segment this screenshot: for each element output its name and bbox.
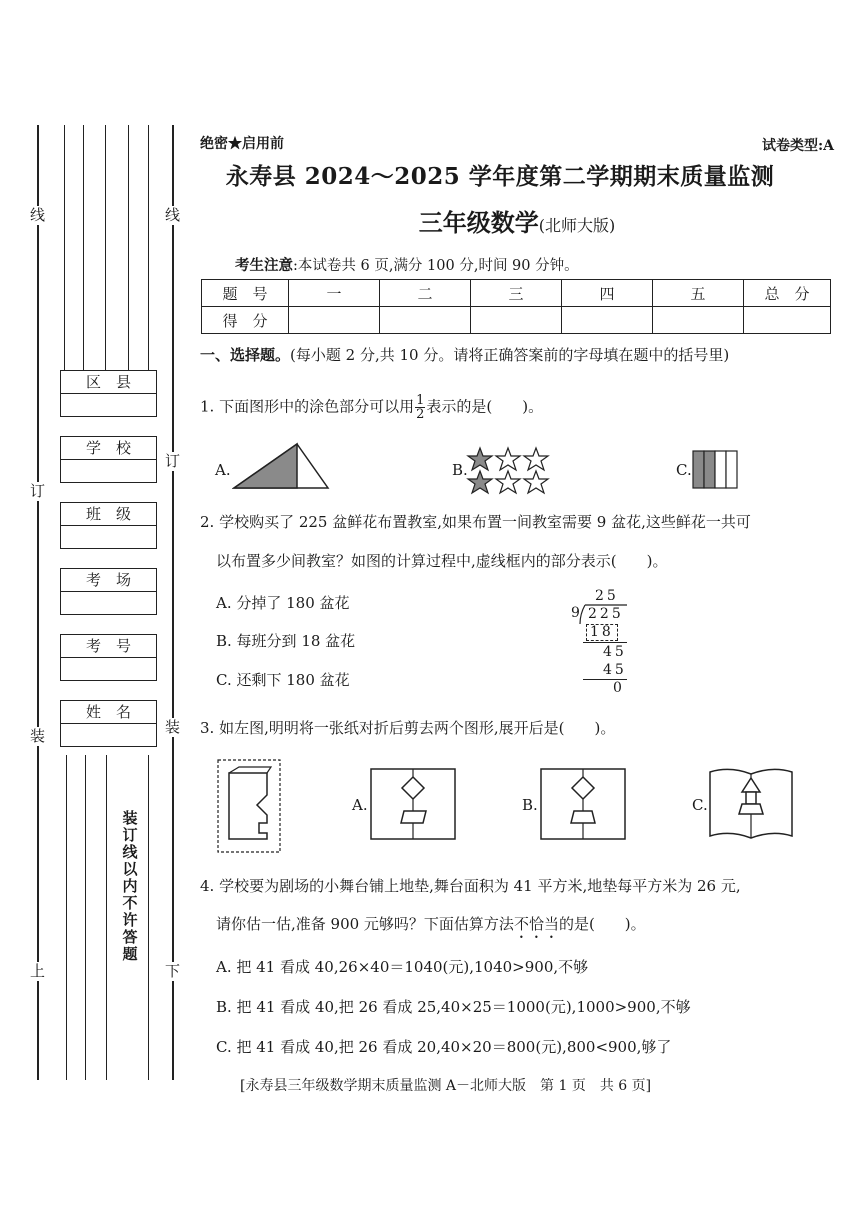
question-text: 表示的是( )。 — [426, 397, 544, 416]
score-input[interactable] — [562, 307, 653, 334]
section-heading: 一、选择题。 — [200, 346, 291, 364]
star-icon — [468, 471, 492, 493]
division-remainder: 45 — [603, 644, 627, 660]
option-label[interactable]: A. 分掉了 180 盆花 — [216, 594, 350, 612]
margin-label: 线 — [165, 206, 181, 224]
field-label: 考 号 — [61, 635, 156, 658]
option-label[interactable]: B. 把 41 看成 40,把 26 看成 25,40×25＝1000(元),1000>900,不够 — [216, 998, 691, 1016]
long-division — [565, 588, 635, 696]
margin-label: 装 — [30, 727, 46, 745]
q3-option-b-figure — [540, 768, 626, 840]
star-icon — [524, 471, 548, 493]
option-label[interactable]: C. 把 41 看成 40,把 26 看成 20,40×20＝800(元),800<900,够了 — [216, 1038, 672, 1056]
option-label[interactable]: B. — [522, 796, 538, 814]
division-dividend: 225 — [588, 606, 624, 622]
margin-rule — [85, 755, 86, 1080]
fraction-numerator: 1 — [416, 393, 425, 408]
field-exam-number[interactable] — [60, 634, 157, 681]
edition: (北师大版) — [538, 216, 616, 235]
margin-label: 订 — [165, 452, 181, 470]
notice-label: 考生注意 — [235, 257, 293, 274]
score-header-row — [202, 280, 831, 307]
margin-label: 线 — [30, 206, 46, 224]
score-cell: 三 — [471, 280, 562, 307]
question-text: 请你估一估,准备 900 元够吗？下面估算方法 — [216, 915, 514, 933]
score-cell: 题 号 — [202, 280, 289, 307]
margin-rule — [128, 125, 129, 370]
field-label: 考 场 — [61, 569, 156, 592]
question-1 — [200, 394, 543, 421]
option-label[interactable]: A. 把 41 看成 40,26×40＝1040(元),1040>900,不够 — [216, 958, 589, 976]
fraction — [415, 394, 425, 421]
q3-option-c-figure — [708, 764, 794, 840]
margin-label: 订 — [30, 482, 46, 500]
option-label[interactable]: B. 每班分到 18 盆花 — [216, 632, 356, 650]
score-input[interactable] — [289, 307, 380, 334]
field-label: 班 级 — [61, 503, 156, 526]
field-exam-room[interactable] — [60, 568, 157, 615]
q3-option-a-figure — [370, 768, 456, 840]
margin-line-inner — [172, 125, 174, 1080]
field-label: 区 县 — [61, 371, 156, 394]
score-cell: 得 分 — [202, 307, 289, 334]
star-icon — [496, 471, 520, 493]
page-subtitle — [200, 203, 834, 238]
option-label[interactable]: A. — [215, 461, 231, 479]
division-quotient: 25 — [595, 588, 619, 604]
option-label[interactable]: B. — [452, 461, 468, 479]
division-rule — [583, 642, 627, 643]
score-input[interactable] — [653, 307, 744, 334]
field-student-name[interactable] — [60, 700, 157, 747]
score-input[interactable] — [471, 307, 562, 334]
page-footer: [永寿县三年级数学期末质量监测 A－北师大版 第 1 页 共 6 页] — [240, 1078, 652, 1094]
field-school[interactable] — [60, 436, 157, 483]
notice-text: :本试卷共 6 页,满分 100 分,时间 90 分钟。 — [293, 258, 579, 274]
field-label: 学 校 — [61, 437, 156, 460]
division-dashed-box: 18 — [586, 624, 618, 641]
q3-folded-paper — [217, 759, 281, 853]
paper-type: 试卷类型:A — [761, 138, 834, 154]
question-4: 4. 学校要为剧场的小舞台铺上地垫,舞台面积为 41 平方米,地垫每平方米为 26 元, — [200, 877, 741, 895]
q1-bar-figure — [692, 450, 742, 490]
score-table — [201, 279, 831, 334]
margin-label: 下 — [165, 962, 181, 980]
star-icon — [496, 448, 520, 470]
margin-rule — [66, 755, 67, 1080]
margin-label: 上 — [30, 962, 46, 980]
option-label[interactable]: C. — [676, 461, 692, 479]
star-icon — [468, 448, 492, 470]
subject: 三年级数学 — [418, 208, 539, 237]
margin-rule — [64, 125, 65, 370]
question-2: 2. 学校购买了 225 盆鲜花布置教室,如果布置一间教室需要 9 盆花,这些鲜花一共可 — [200, 513, 751, 531]
score-cell: 二 — [380, 280, 471, 307]
question-text: 的是( )。 — [558, 915, 646, 933]
option-label[interactable]: C. — [692, 796, 708, 814]
field-label: 姓 名 — [61, 701, 156, 724]
score-cell: 总 分 — [744, 280, 831, 307]
division-step: 45 — [603, 662, 627, 678]
score-input[interactable] — [380, 307, 471, 334]
field-class[interactable] — [60, 502, 157, 549]
question-2-cont: 以布置多少间教室？如图的计算过程中,虚线框内的部分表示( )。 — [216, 552, 668, 570]
score-cell: 四 — [562, 280, 653, 307]
division-final-remainder: 0 — [613, 680, 622, 696]
score-cell: 一 — [289, 280, 380, 307]
option-label[interactable]: A. — [352, 796, 368, 814]
score-value-row — [202, 307, 831, 334]
margin-line-outer — [37, 125, 39, 1080]
score-input[interactable] — [744, 307, 831, 334]
margin-rule — [148, 755, 149, 1080]
score-cell: 五 — [653, 280, 744, 307]
page-title: 永寿县 2024～2025 学年度第二学期期末质量监测 — [225, 163, 775, 190]
margin-rule — [105, 125, 106, 370]
option-label[interactable]: C. 还剩下 180 盆花 — [216, 671, 350, 689]
q1-stars-figure — [466, 446, 552, 496]
margin-rule — [148, 125, 149, 370]
emphasis-text: 不恰当 — [513, 915, 559, 933]
fraction-denominator: 2 — [416, 407, 425, 422]
question-3: 3. 如左图,明明将一张纸对折后剪去两个图形,展开后是( )。 — [200, 719, 616, 737]
q1-triangle-figure — [232, 442, 332, 492]
binding-notice: 装订线以内不许答题 — [122, 809, 138, 963]
secret-label: 绝密★启用前 — [200, 136, 284, 152]
division-divisor: 9 — [571, 605, 580, 621]
question-4-cont — [216, 914, 646, 942]
field-district[interactable] — [60, 370, 157, 417]
margin-rule — [83, 125, 84, 370]
star-icon — [524, 448, 548, 470]
margin-rule — [106, 755, 107, 1080]
section-title — [200, 344, 729, 365]
margin-label: 装 — [165, 718, 181, 736]
question-text: 1. 下面图形中的涂色部分可以用 — [200, 397, 415, 416]
section-desc: (每小题 2 分,共 10 分。请将正确答案前的字母填在题中的括号里) — [290, 346, 730, 364]
exam-notice — [235, 254, 579, 275]
